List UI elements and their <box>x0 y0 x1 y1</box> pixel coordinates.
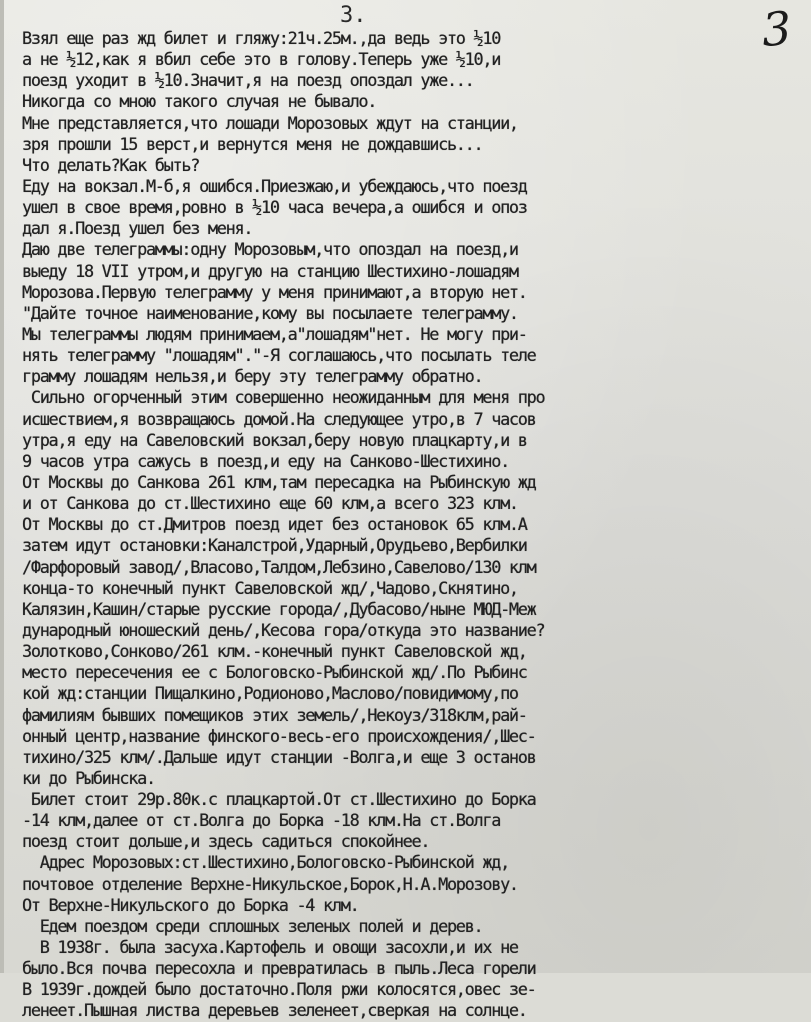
text-line: выеду 18 VII утром,и другую на станцию Шестихино-лошадям <box>22 260 518 281</box>
text-line: Взял еще раз жд билет и гляжу:21ч.25м.,да ведь это ½10 <box>22 28 501 48</box>
text-line: фамилиям бывших помещиков этих земель/,Некоуз/318клм,рай- <box>22 704 527 725</box>
text-line: зря прошли 15 верст,и вернутся меня не дождавшись... <box>22 133 483 154</box>
text-line: Золотково,Сонково/261 клм.-конечный пункт Савеловской жд, <box>22 641 527 662</box>
typewritten-text <box>22 28 802 1022</box>
text-line: нять телеграмму "лошадям"."-Я соглашаюсь,что посылать теле <box>22 345 536 366</box>
text-line: поезд стоит дольше,и здесь садиться спокойнее. <box>22 831 430 852</box>
text-line: дал я.Поезд ушел без меня. <box>22 218 253 239</box>
text-line: Мне представляется,что лошади Морозовых ждут на станции, <box>22 112 518 133</box>
text-line: место пересечения ее с Бологовско-Рыбинской жд/.По Рыбинс <box>22 662 527 683</box>
text-line: В 1939г.дождей было достаточно.Поля ржи колосятся,овес зе- <box>22 979 536 1000</box>
text-line: и от Санкова до ст.Шестихино еще 60 клм,а всего 323 клм. <box>22 493 518 514</box>
text-line: Мы телеграммы людям принимаем,а"лошадям"нет. Не могу при- <box>22 323 527 344</box>
handwritten-page-number: 3 <box>759 1 793 57</box>
text-line: Калязин,Кашин/старые русские города/,Дубасово/ныне МЮД-Меж <box>22 598 536 619</box>
text-line: "Дайте точное наименование,кому вы посылаете телеграмму. <box>22 302 518 323</box>
text-line: а не ½12,как я вбил себе это в голову.Теперь уже ½10,и <box>22 49 501 70</box>
text-line: Адрес Морозовых:ст.Шестихино,Бологовско-Рыбинской жд, <box>22 852 509 873</box>
text-line: утра,я еду на Савеловский вокзал,беру новую плацкарту,и в <box>22 429 527 450</box>
text-line: Что делать?Как быть? <box>22 154 200 175</box>
text-line: поезд уходит в ½10.Значит,я на поезд опоздал уже... <box>22 70 474 91</box>
text-line: кой жд:станции Пищалкино,Родионово,Маслово/повидимому,по <box>22 683 518 704</box>
text-line: исшествием,я возвращаюсь домой.На следующее утро,в 7 часов <box>22 408 536 429</box>
text-line: В 1938г. была засуха.Картофель и овощи засохли,и их не <box>22 937 518 958</box>
text-line: ушел в свое время,ровно в ½10 часа вечера,а ошибся и опоз <box>22 197 527 218</box>
text-line: ки до Рыбинска. <box>22 767 155 788</box>
text-line: затем идут остановки:Каналстрой,Ударный,Орудьево,Вербилки <box>22 535 527 556</box>
text-line: ленеет.Пышная листва деревьев зеленеет,сверкая на солнце. <box>22 1000 527 1021</box>
text-line: От Верхне-Никульского до Борка -4 клм. <box>22 894 359 915</box>
text-line: Еду на вокзал.М-б,я ошибся.Приезжаю,и убеждаюсь,что поезд <box>22 175 527 196</box>
typed-page-number: 3. <box>340 3 367 28</box>
text-line: От Москвы до Санкова 261 клм,там пересадка на Рыбинскую жд <box>22 471 536 492</box>
text-line: онный центр,название финского-весь-его происхождения/,Шес- <box>22 725 536 746</box>
text-line: тихино/325 клм/.Дальше идут станции -Волга,и еще 3 останов <box>22 746 536 767</box>
text-line: Сильно огорченный этим совершенно неожиданным для меня про <box>22 387 545 408</box>
text-line: конца-то конечный пункт Савеловской жд/,Чадово,Скнятино, <box>22 577 518 598</box>
text-line: -14 клм,далее от ст.Волга до Борка -18 клм.На ст.Волга <box>22 810 501 831</box>
text-line: грамму лошадям нельзя,и беру эту телеграмму обратно. <box>22 366 483 387</box>
text-line: было.Вся почва пересохла и превратилась в пыль.Леса горели <box>22 958 536 979</box>
text-line: /Фарфоровый завод/,Власово,Талдом,Лебзино,Савелово/130 клм <box>22 556 536 577</box>
text-line: От Москвы до ст.Дмитров поезд идет без остановок 65 клм.А <box>22 514 527 535</box>
text-line: Даю две телеграммы:одну Морозовым,что опоздал на поезд,и <box>22 239 518 260</box>
text-line: Едем поездом среди сплошных зеленых полей и дерев. <box>22 915 483 936</box>
text-line: дународный юношеский день/,Кесова гора/откуда это название? <box>22 619 545 640</box>
text-line: Билет стоит 29р.80к.с плацкартой.От ст.Шестихино до Борка <box>22 789 536 810</box>
text-line: почтовое отделение Верхне-Никульское,Борок,Н.А.Морозову. <box>22 873 518 894</box>
text-line: Морозова.Первую телеграмму у меня принимают,а вторую нет. <box>22 281 527 302</box>
text-line: Никогда со мною такого случая не бывало. <box>22 91 377 112</box>
page-edge <box>0 0 4 973</box>
text-line: 9 часов утра сажусь в поезд,и еду на Санково-Шестихино. <box>22 450 509 471</box>
